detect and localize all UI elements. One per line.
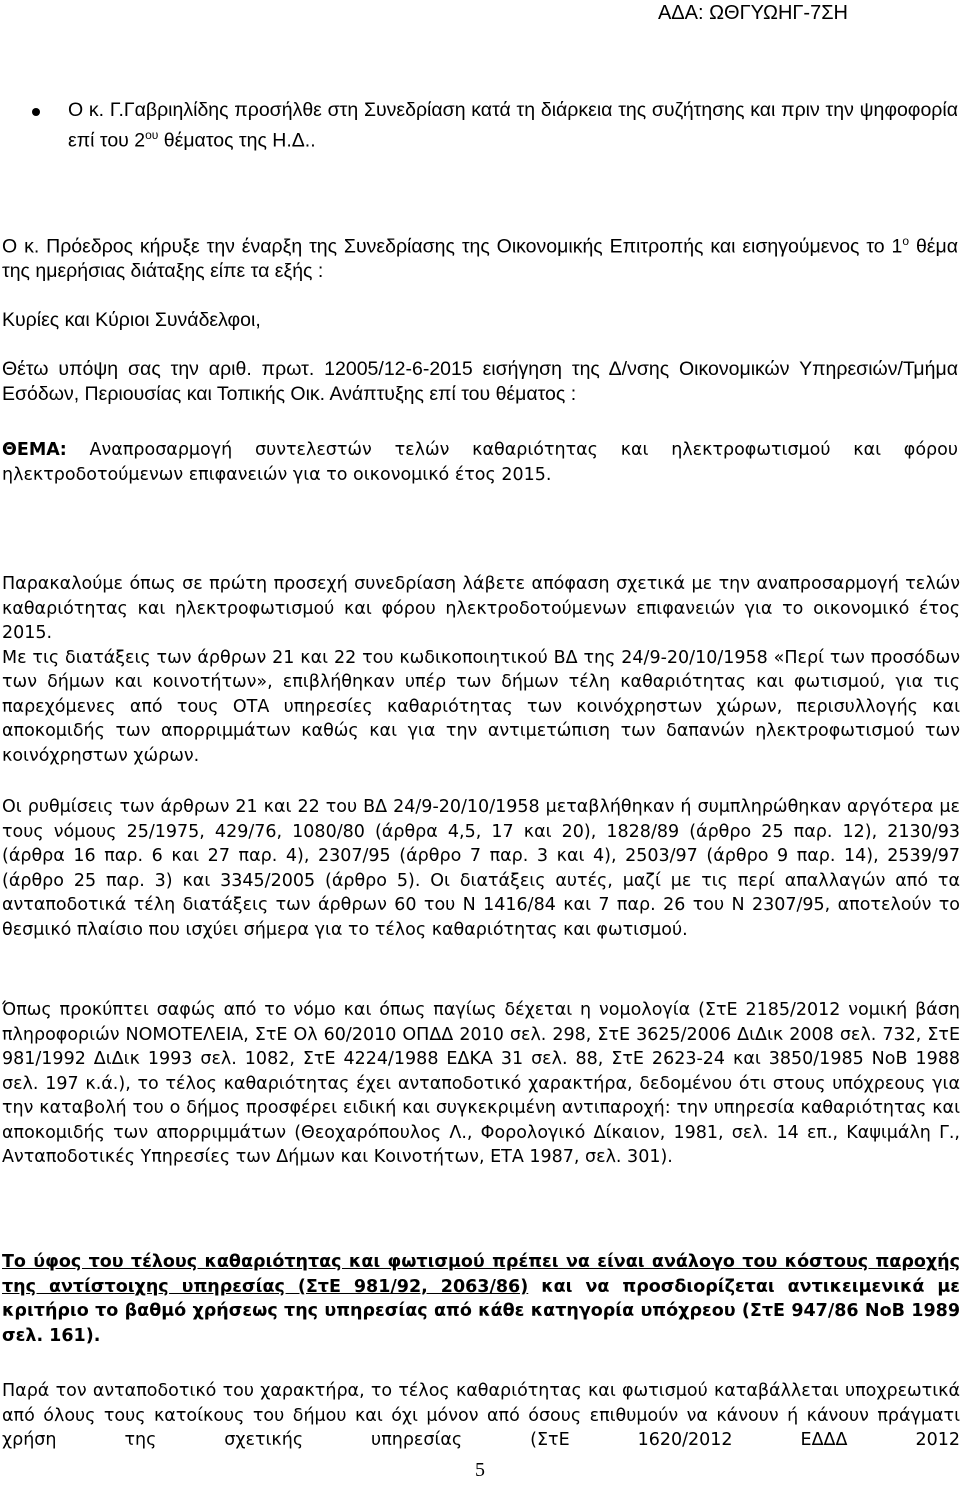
emphasized-underlined-text: Το ύφος του τέλους καθαριότητας και φωτισμού πρέπει να είναι ανάλογο του κόστους παροχής της αντίστοιχης υπηρεσίας (ΣτΕ 981/92, 2063/86) bbox=[2, 1252, 960, 1297]
legal-basis-text: Με τις διατάξεις των άρθρων 21 και 22 του κωδικοποιητικού ΒΔ της 24/9-20/10/1958 «Περί των προσόδων των δήμων και κοινοτήτων», επιβλήθηκαν υπέρ των δήμων τέλη καθαριότητας και φωτισμού, για τις παρεχόμενες από τους ΟΤΑ υπηρεσίες καθαριότητας των κοινόχρηστων χώρων, περισυλλογής και αποκομιδής των απορριμμάτων καθώς και για την αντιμετώπιση των δαπανών ηλεκτροφωτισμού των κοινόχρηστων χώρων. bbox=[2, 647, 960, 766]
bullet-text: Ο κ. Γ.Γαβριηλίδης προσήλθε στη Συνεδρίαση κατά τη διάρκεια της συζήτησης και πριν την ψηφοφορία επί του 2 bbox=[68, 99, 958, 151]
bullet-paragraph bbox=[68, 98, 958, 153]
page-number: 5 bbox=[475, 1459, 485, 1481]
greeting: Κυρίες και Κύριοι Συνάδελφοι, bbox=[2, 309, 261, 331]
theme-paragraph bbox=[2, 438, 958, 487]
body-paragraph-1 bbox=[2, 572, 960, 768]
ordinal-superscript: ο bbox=[902, 234, 910, 248]
emphasized-text: και να προσδιορίζεται αντικειμενικά με κριτήριο το βαθμό χρήσεως της υπηρεσίας από κάθε κατηγορία υπόχρεου (ΣτΕ 947/86 ΝοΒ 1989 σελ. 161). bbox=[2, 1276, 960, 1346]
intro-text: Ο κ. Πρόεδρος κήρυξε την έναρξη της Συνεδρίασης της Οικονομικής Επιτροπής και εισηγούμενος το 1 bbox=[2, 235, 903, 258]
intro-section bbox=[2, 229, 958, 406]
case-law-text: Όπως προκύπτει σαφώς από το νόμο και όπως παγίως δέχεται η νομολογία (ΣτΕ 2185/2012 νομική βάση πληροφοριών ΝΟΜΟΤΕΛΕΙΑ, ΣτΕ Ολ 60/2010 ΟΠΔΔ 2010 σελ. 298, ΣτΕ 3625/2006 ΔιΔικ 2008 σελ. 732, ΣτΕ 981/1992 ΔιΔικ 1993 σελ. 1082, ΣτΕ 4224/1988 ΕΔΚΑ 31 σελ. 88, ΣτΕ 2623-24 και 3850/1985 ΝοΒ 1988 σελ. 197 κ.ά.), το τέλος καθαριότητας έχει ανταποδοτικό χαρακτήρα, δεδομένου ότι στους υπόχρεους για την καταβολή του ο δήμος προσφέρει ειδική και συγκεκριμένη αντιπαροχή: την υπηρεσία καθαριότητας και αποκομιδής των απορριμμάτων (Θεοχαρόπουλος Λ., Φορολογικό Δίκαιον, 1981, σελ. 14 επ., Καψιμάλη Γ., Ανταποδοτικές Υπηρεσίες των Δήμων και Κοινοτήτων, ΕΤΑ 1987, σελ. 301). bbox=[2, 1000, 960, 1167]
body-paragraph-2 bbox=[2, 795, 960, 942]
proposal-reference: Θέτω υπόψη σας την αριθ. πρωτ. 12005/12-6-2015 εισήγηση της Δ/νσης Οικονομικών Υπηρεσιών/Τμήμα Εσόδων, Περιουσίας και Τοπικής Οικ. Ανάπτυξης επί του θέματος : bbox=[2, 358, 958, 405]
ada-code: ΑΔΑ: ΩΘΓΥΩΗΓ-7ΣΗ bbox=[657, 2, 848, 24]
body-paragraph-3 bbox=[2, 998, 960, 1170]
body-paragraph-4 bbox=[2, 1250, 960, 1348]
bullet-text-end: θέματος της Η.Δ.. bbox=[158, 129, 316, 151]
amendments-text: Οι ρυθμίσεις των άρθρων 21 και 22 του ΒΔ 24/9-20/10/1958 μεταβλήθηκαν ή συμπληρώθηκαν αργότερα με τους νόμους 25/1975, 429/76, 1080/80 (άρθρα 4,5, 17 και 20), 1828/89 (άρθρο 25 παρ. 12), 2130/93 (άρθρα 16 παρ. 6 και 27 παρ. 4), 2307/95 (άρθρο 7 παρ. 3 και 4), 2503/97 (άρθρο 9 παρ. 14), 2539/97 (άρθρο 25 παρ. 3) και 3345/2005 (άρθρο 5). Οι διατάξεις αυτές, μαζί με τις περί απαλλαγών από τα ανταποδοτικά τέλη διατάξεις των άρθρων 60 του Ν 1416/84 και 7 παρ. 26 του Ν 2307/95, αποτελούν το θεσμικό πλαίσιο που ισχύει σήμερα για το τέλος καθαριότητας και φωτισμού. bbox=[2, 797, 960, 940]
ordinal-superscript: ου bbox=[145, 127, 159, 142]
body-paragraph-5 bbox=[2, 1379, 960, 1453]
theme-text: Αναπροσαρμογή συντελεστών τελών καθαριότητας και ηλεκτροφωτισμού και φόρου ηλεκτροδοτούμενων επιφανειών για το οικονομικό έτος 2015. bbox=[2, 440, 958, 485]
bullet-icon bbox=[32, 108, 40, 116]
request-text: Παρακαλούμε όπως σε πρώτη προσεχή συνεδρίαση λάβετε απόφαση σχετικά με την αναπροσαρμογή τελών καθαριότητας και ηλεκτροφωτισμού και φόρου ηλεκτροδοτούμενων επιφανειών για το οικονομικό έτος 2015. bbox=[2, 574, 960, 643]
intro-text-end: θέμα της ημερήσιας διάταξης είπε τα εξής : bbox=[2, 235, 958, 282]
theme-label: ΘΕΜΑ: bbox=[2, 440, 67, 460]
obligation-text: Παρά τον ανταποδοτικό του χαρακτήρα, το τέλος καθαριότητας και φωτισμού καταβάλλεται υποχρεωτικά από όλους τους κατοίκους του δήμου και όχι μόνον από όσους επιθυμούν να κάνουν ή κάνουν πράγματι χρήση της σχετικής υπηρεσίας (ΣτΕ 1620/2012 ΕΔΔΔ 2012 bbox=[2, 1381, 960, 1450]
